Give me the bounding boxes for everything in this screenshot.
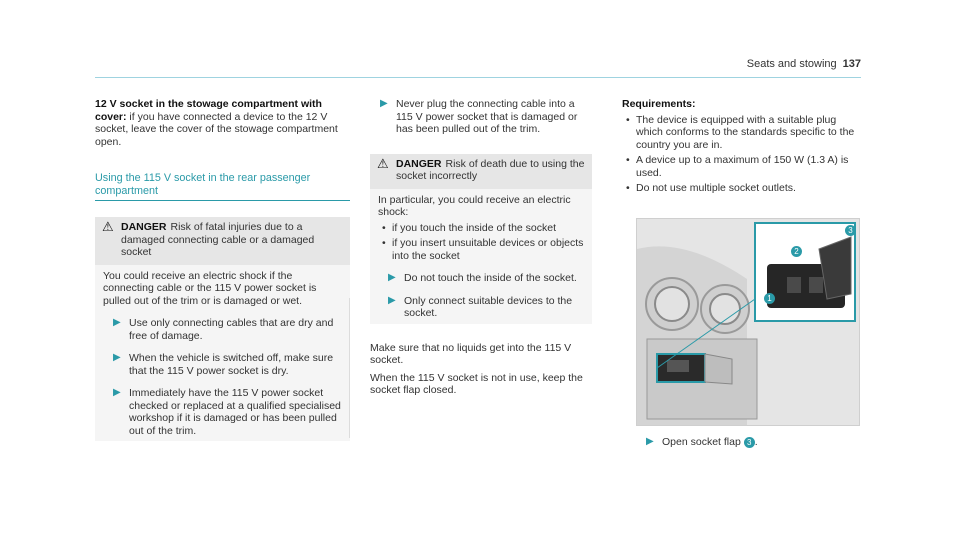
- column-3: [622, 98, 858, 195]
- list-item: [622, 154, 858, 179]
- danger-headline: Risk of fatal injuries due to a damaged connecting cable or a damaged socket: [121, 221, 315, 258]
- section-title: Seats and stowing: [746, 58, 837, 70]
- step-text: Do not touch the inside of the socket.: [404, 272, 577, 284]
- instruction-step: [370, 98, 592, 136]
- section-heading-115v: Using the 115 V socket in the rear passenger compartment: [95, 172, 350, 201]
- arrow-icon: ▶: [113, 352, 121, 363]
- intro-heading: 12 V socket in the stowage compartment with cover:: [95, 98, 322, 123]
- danger-header: [370, 154, 592, 189]
- paragraph: When the 115 V socket is not in use, keep the socket flap closed.: [370, 371, 583, 396]
- intro-text: if you have connected a device to the 12 V socket, leave the cover of the stowage compartment open.: [95, 110, 338, 148]
- bullet-icon: •: [626, 182, 630, 194]
- instruction-step: [378, 295, 586, 320]
- bullet-icon: •: [382, 221, 386, 234]
- list-item: [622, 182, 858, 195]
- step-text: Open socket flap: [662, 436, 741, 448]
- page-header: [747, 58, 861, 70]
- step-text: Immediately have the 115 V power socket checked or replaced at a qualified specialised workshop if it is damaged or has been pulled out of the trim.: [129, 387, 341, 437]
- warning-triangle-icon: ⚠: [102, 219, 114, 234]
- step-text: Only connect suitable devices to the socket.: [404, 294, 573, 319]
- socket-illustration: [636, 218, 860, 426]
- danger-box-edge: [349, 298, 350, 438]
- callout-ref-3: 3: [744, 437, 755, 448]
- instruction-step: [103, 317, 344, 342]
- step-text: When the vehicle is switched off, make sure that the 115 V power socket is dry.: [129, 352, 334, 377]
- console-drawing: [637, 219, 859, 425]
- danger-title: DANGER: [396, 157, 442, 170]
- paragraph: Make sure that no liquids get into the 115 V socket.: [370, 341, 572, 366]
- danger-headline: Risk of death due to using the socket incorrectly: [396, 157, 585, 182]
- bullet-icon: •: [626, 113, 630, 126]
- arrow-icon: ▶: [388, 272, 396, 283]
- instruction-step: [103, 387, 344, 437]
- danger-header: [95, 217, 350, 265]
- arrow-icon: ▶: [646, 436, 654, 447]
- requirements-heading: Requirements:: [622, 98, 696, 110]
- callout-2: 2: [791, 246, 802, 257]
- column-2: [370, 98, 592, 397]
- bullet-text: A device up to a maximum of 150 W (1.3 A) is used.: [636, 154, 849, 179]
- intro-paragraph: [95, 98, 350, 148]
- bullet-icon: •: [626, 154, 630, 166]
- bullet-text: if you insert unsuitable devices or objects into the socket: [392, 237, 584, 262]
- header-rule: [95, 77, 861, 78]
- arrow-icon: ▶: [380, 98, 388, 109]
- warning-triangle-icon: ⚠: [377, 155, 389, 171]
- danger-text: You could receive an electric shock if the connecting cable or the 115 V power socket is pulled out of the trim or is damaged or wet.: [103, 269, 317, 307]
- step-text: Never plug the connecting cable into a 115 V power socket that is damaged or has been pulled out of the trim.: [396, 98, 578, 135]
- danger-box-2: [370, 154, 592, 324]
- instruction-step: [103, 352, 344, 377]
- instruction-step: [636, 436, 758, 449]
- arrow-icon: ▶: [113, 317, 121, 328]
- callout-3: 3: [845, 225, 856, 236]
- bullet-text: The device is equipped with a suitable plug which conforms to the standards specific to the country you are in.: [636, 113, 855, 151]
- danger-title: DANGER: [121, 221, 167, 233]
- arrow-icon: ▶: [388, 294, 396, 306]
- bullet-text: if you touch the inside of the socket: [392, 221, 557, 234]
- list-item: [378, 237, 586, 262]
- instruction-step: [378, 272, 586, 285]
- step-end: .: [754, 436, 758, 448]
- bullet-text: Do not use multiple socket outlets.: [636, 182, 796, 194]
- danger-body: [95, 265, 350, 442]
- danger-box-1: [95, 217, 350, 441]
- list-item: [378, 222, 586, 235]
- bullet-icon: •: [382, 237, 386, 249]
- danger-text: In particular, you could receive an electric shock:: [378, 193, 571, 218]
- arrow-icon: ▶: [113, 387, 121, 398]
- callout-1: 1: [764, 293, 775, 304]
- column-1: [95, 98, 350, 441]
- danger-body: [370, 189, 592, 324]
- step-text: Use only connecting cables that are dry and free of damage.: [129, 317, 334, 342]
- page-number: 137: [842, 58, 861, 70]
- list-item: [622, 114, 858, 152]
